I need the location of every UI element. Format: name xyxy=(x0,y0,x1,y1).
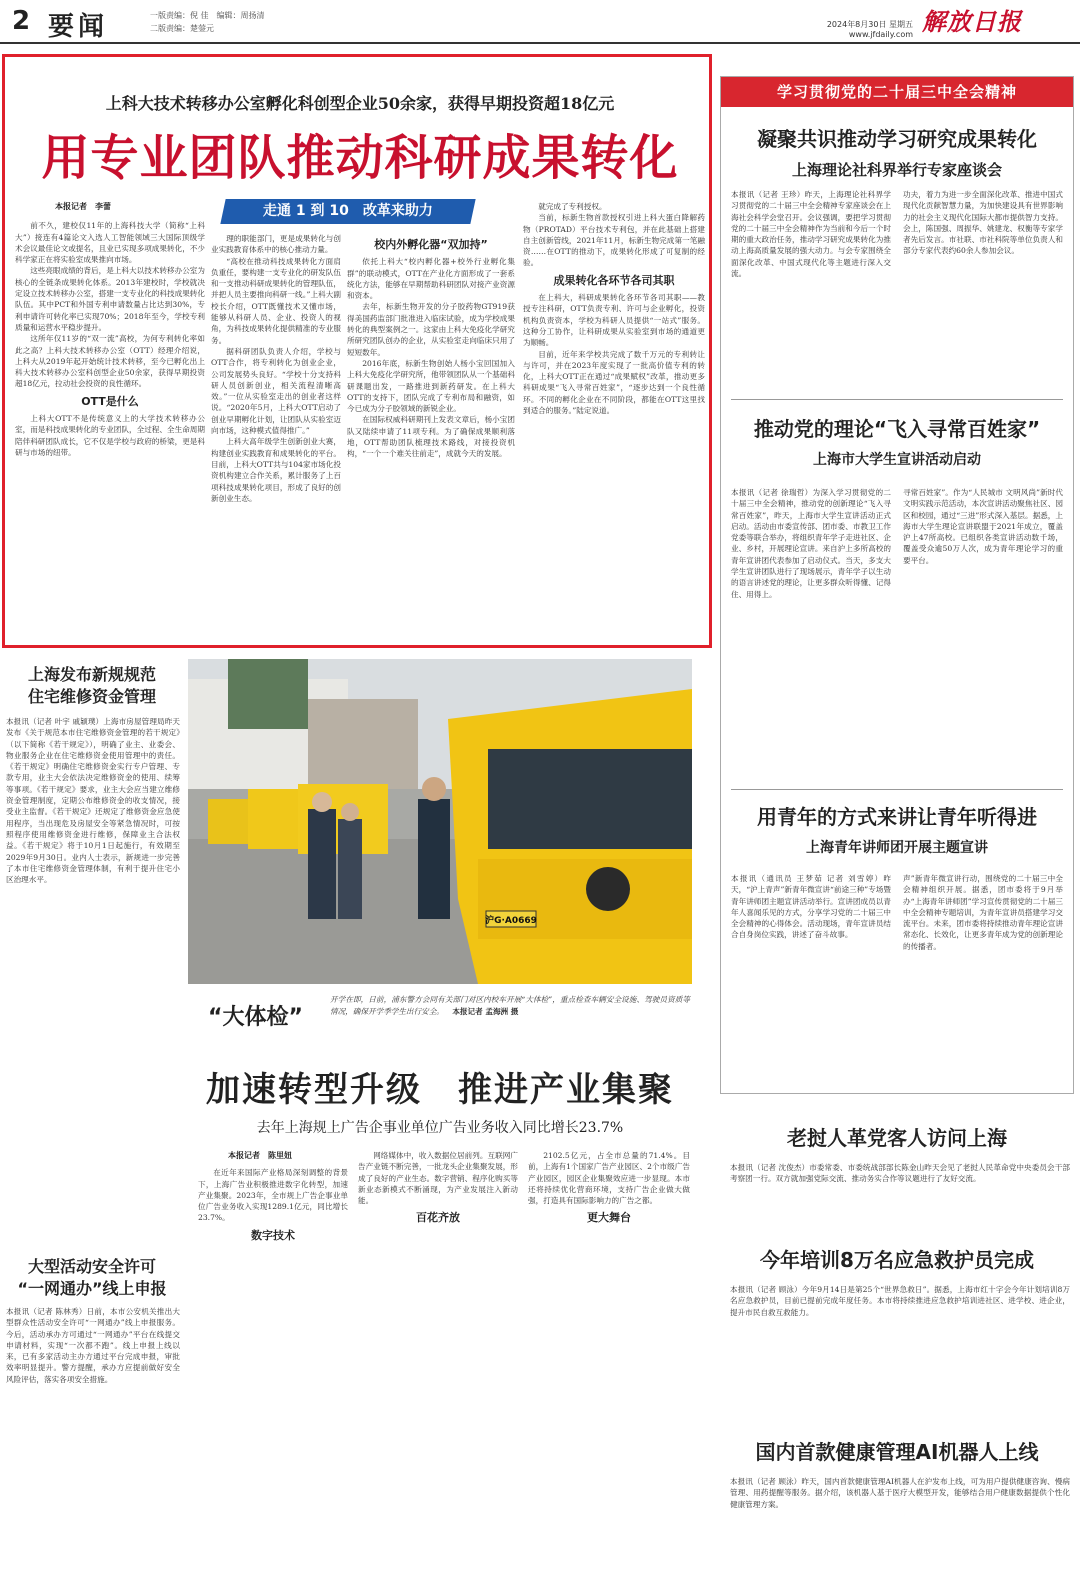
section-heading: 更大舞台 xyxy=(587,1211,631,1225)
section-heading: 百花齐放 xyxy=(416,1211,460,1225)
right-column xyxy=(720,76,1074,1094)
story-headline xyxy=(4,664,180,708)
photo-caption xyxy=(330,994,690,1017)
paragraph: 上科大高年级学生创新创业大赛，构建创业实践教育和成果转化的平台。目前，上科大OTT共与104家市场化投资机构建立合作关系，累计服务了上百项科技成果转化项目，形成了良好的创新创业生态。 xyxy=(211,437,341,503)
theme-banner: 学习贯彻党的二十届三中全会精神 xyxy=(721,77,1073,107)
paragraph: 2016年底，标新生物创始人杨小宝回国加入上科大免疫化学研究所，他带领团队从一个基础科研课题出发，一路推进到新药研发。在上科大OTT的支持下，团队完成了专利布局和融资，如今已成为分子胶领域的新锐企业。 xyxy=(347,358,515,414)
section-heading: 成果转化各环节各司其职 xyxy=(553,273,675,287)
story-headline: 用青年的方式来讲让青年听得进 xyxy=(757,805,1037,829)
paragraph: 前不久，建校仅11年的上海科技大学（简称“上科大”）接连有4篇论文入选人工智能领域三大国际顶级学术会议最佳论文或提名，且业已实现多项成果转化，不少科学家正在将实验室成果推向市场。 xyxy=(15,221,205,265)
story-body: 功夫，着力为进一步全面深化改革、推进中国式现代化贡献智慧力量，为加快建设具有世界影响力的社会主义现代化国际大都市提供智力支持。会上，陈国强、周振华、姚建龙、权衡等专家学者先后发言。市社联、市社科院等单位负责人和部分专家代表约60余人参加会议。 xyxy=(903,190,1063,256)
photo-caption-title: “大体检” xyxy=(208,1005,303,1030)
story-body: 本报讯（记者 徐瑞哲）为深入学习贯彻党的二十届三中全会精神，推动党的创新理论“飞入寻常百姓家”，昨天，上海市大学生宣讲活动正式启动。活动由市委宣传部、团市委、市教卫工作党委等联合举办，将组织青年学子走进社区、企业、乡村，开展理论宣讲。来自沪上多所高校的青年宣讲团代表参加了启动仪式。当天，多支大学生宣讲团队进行了现场展示，青年学子以生动的语言讲述党的理论，让更多群众听得懂、记得住、用得上。 xyxy=(731,488,891,599)
main-kicker: 上科大技术转移办公室孵化科创型企业50余家，获得早期投资超18亿元 xyxy=(105,94,615,113)
news-photo xyxy=(188,659,692,984)
section-heading: OTT是什么 xyxy=(81,394,139,408)
story-body: 声”新青年微宣讲行动，围绕党的二十届三中全会精神组织开展。据悉，团市委将于9月举办“上海青年讲师团”学习宣传贯彻党的二十届三中全会精神专题培训，为青年宣讲员搭建学习交流平台。未来，团市委将持续推动青年理论宣讲常态化、长效化，让更多青年成为党的创新理论的传播者。 xyxy=(903,874,1063,951)
paragraph: 这所年仅11岁的“双一流”高校，为何专利转化率如此之高？上科大技术转移办公室（OTT）经理介绍说，上科大从2019年起开始统计技术转移，至今已孵化出上科大技术转移办公室科创型企业50余家，获得早期投资超18亿元，拉动社会投资的良性循环。 xyxy=(15,334,205,389)
story-headline: 国内首款健康管理AI机器人上线 xyxy=(755,1440,1039,1464)
paragraph: 网络媒体中，收入数据位居前列。互联网广告产业链不断完善，一批龙头企业集聚发展，形成了良好的产业生态。数字营销、程序化购买等新业态新模式不断涌现，为产业发展注入新动能。 xyxy=(358,1151,518,1206)
paragraph: 依托上科大“校内孵化器+校外行业孵化集群”的联动模式，OTT在产业化方面形成了一套系统化方法，能够在早期帮助科研团队对接产业资源和资本。 xyxy=(347,257,515,301)
headline-line: 上海发布新规规范 xyxy=(27,665,156,684)
editor-credit: 二版责编：楚蓥元 xyxy=(150,24,214,33)
paragraph: 在近年来国际产业格局深刻调整的背景下，上海广告业积极推进数字化转型，加速产业集聚。2023年，全市规上广告企事业单位广告业务收入实现1289.1亿元，同比增长23.7%。 xyxy=(198,1168,348,1223)
headline-line: “一网通办”线上申报 xyxy=(17,1279,167,1298)
story-body: 本报讯（记者 陈林秀）日前，本市公安机关推出大型群众性活动安全许可“一网通办”线上申报服务。今后，活动承办方可通过“一网通办”平台在线提交申请材料，实现“一次都不跑”。线上申报上线以来，已有多家活动主办方通过平台完成申报，审批效率明显提升。警方提醒，承办方应提前做好安全风险评估，落实各项安全措施。 xyxy=(6,1307,180,1384)
story-body xyxy=(198,1150,348,1570)
paragraph: 在上科大，科研成果转化各环节各司其职——教授专注科研，OTT负责专利、许可与企业孵化，投资机构负责资本，学校为科研人员提供“一站式”服务。这种分工协作，让科研成果从实验室到市场的通道更为顺畅。 xyxy=(523,293,705,348)
divider xyxy=(731,789,1063,790)
story-body: 本报讯（记者 顾泳）今年9月14日是第25个“世界急救日”。据悉，上海市红十字会今年计划培训8万名应急救护员，目前已提前完成年度任务。本市将持续推进应急救护培训进社区、进学校、进企业，提升市民自救互救能力。 xyxy=(730,1285,1070,1317)
story-body: 本报讯（记者 王珍）昨天，上海理论社科界学习贯彻党的二十届三中全会精神专家座谈会在上海社会科学会堂召开。会议强调，要把学习贯彻党的二十届三中全会精神作为当前和今后一个时期的重大政治任务，推动学习研究成果转化为推动上海高质量发展的强大动力。与会专家围绕全面深化改革、中国式现代化等主题进行深入交流。 xyxy=(731,190,891,279)
paragraph: 这些亮眼成绩的背后，是上科大以技术转移办公室为核心的全链条成果转化体系。2013年建校时，学校就决定设立技术转移办公室，搭建一支专业化的科技成果转化队伍。其中PCT和外国专利申请数量占比达到30%，专利申请许可转化率已实现70%；2018年至今，学校专利质量和运营水平稳步提升。 xyxy=(15,266,205,332)
story-subhead: 上海青年讲师团开展主题宣讲 xyxy=(806,840,988,856)
main-col-4 xyxy=(523,201,705,641)
website-link[interactable]: www.jfdaily.com xyxy=(848,30,913,39)
main-subhead: 走通 1 到 10 改革来助力 xyxy=(263,203,433,219)
dateline xyxy=(813,20,913,40)
main-col-2 xyxy=(211,233,341,641)
story-subhead: 去年上海规上广告企事业单位广告业务收入同比增长23.7% xyxy=(256,1120,624,1136)
editor-credit: 编辑：周扬清 xyxy=(216,11,265,20)
editor-credits xyxy=(150,9,273,35)
editor-credit: 一版责编：倪 佳 xyxy=(150,11,209,20)
newspaper-logo: 解放日报 xyxy=(922,7,1022,36)
story-subhead: 上海市大学生宣讲活动启动 xyxy=(813,452,981,468)
page-number: 2 xyxy=(12,6,31,36)
section-name: 要闻 xyxy=(48,12,109,42)
main-col-1 xyxy=(15,201,205,641)
story-body xyxy=(528,1150,690,1570)
main-byline: 本报记者 李蕾 xyxy=(55,201,111,211)
story-byline: 本报记者 陈里妞 xyxy=(228,1150,292,1160)
bus-license-plate: 沪G·A0669 xyxy=(485,916,537,926)
photo-credit: 本报记者 孟海洲 摄 xyxy=(452,1006,519,1016)
story-body: 本报讯（记者 沈俊杰）市委常委、市委统战部部长陈金山昨天会见了老挝人民革命党中央委员会干部考察团一行。双方就加强党际交流、推动务实合作等议题进行了友好交流。 xyxy=(730,1163,1070,1184)
caption-text: 开学在即，日前，浦东警方会同有关部门对区内校车开展“大体检”，重点检查车辆安全设施、驾驶员资质等情况，确保开学季学生出行安全。 xyxy=(330,995,690,1016)
story-body: 本报讯（记者 叶宇 戚颖璞）上海市房屋管理局昨天发布《关于规范本市住宅维修资金管理的若干规定》（以下简称《若干规定》），明确了业主、业委会、物业服务企业在住宅维修资金使用管理中的责任。《若干规定》明确住宅维修资金实行专户管理、专款专用，业主大会依法决定维修资金的使用、续筹等事项。《若干规定》要求，业主大会应当建立维修资金管理制度，定期公布维修资金的收支情况，接受业主监督。《若干规定》还规定了维修资金应急使用程序，当出现危及房屋安全等紧急情况时，可按照程序使用维修资金进行维修，保障业主合法权益。《若干规定》将于10月1日起施行，有效期至2029年9月30日。业内人士表示，新规进一步完善了本市住宅维修资金管理体制，有利于提升住宅小区治理水平。 xyxy=(6,717,180,885)
headline-line: 住宅维修资金管理 xyxy=(27,687,156,706)
section-heading: 校内外孵化器“双加持” xyxy=(374,238,488,251)
story-subhead: 上海理论社科界举行专家座谈会 xyxy=(791,161,1002,179)
main-col-3 xyxy=(347,233,515,641)
paragraph: 2102.5亿元，占全市总量的71.4%。目前，上海有1个国家广告产业园区、2个市级广告产业园区，园区企业集聚效应进一步显现。本市还将持续优化营商环境，支持广告企业做大做强，打造具有国际影响力的广告之都。 xyxy=(528,1151,690,1206)
story-headline: 推动党的理论“飞入寻常百姓家” xyxy=(753,417,1041,441)
section-heading: 数字技术 xyxy=(251,1228,295,1242)
paragraph: 去年，标新生物开发的分子胶药物GT919获得美国药监部门批准进入临床试验，成为学校成果转化的典型案例之一。这家由上科大免疫化学研究所研究团队创办的企业，从实验室走向临床只用了短短数年。 xyxy=(347,302,515,357)
issue-date: 2024年8月30日 星期五 xyxy=(826,20,913,29)
paragraph: “高校在推动科技成果转化方面肩负重任，要构建一支专业化的研发队伍和一支推动科研成果转化的管理队伍，并把人员主要推向科研一线。”上科大副校长介绍，OTT既懂技术又懂市场，能够从科研人员、企业、投资人的视角，为科技成果转化提供精准的专业服务。 xyxy=(211,256,341,345)
story-headline: 老挝人革党客人访问上海 xyxy=(787,1126,1007,1150)
paragraph: 在国际权威科研期刊上发表文章后，杨小宝团队又陆续申请了11项专利。为了确保成果顺利落地，OTT帮助团队梳理技术路线，对接投资机构，“一个一个难关往前走”，成就今天的发展。 xyxy=(347,415,515,459)
story-body: 本报讯（通讯员 王梦茹 记者 刘雪婷）昨天，“沪上青声”新青年微宣讲“前途三种”专场暨青年讲师团主题宣讲活动举行。宣讲团成员以青年人喜闻乐见的方式，分享学习党的二十届三中全会精神的心得体会。活动现场，青年宣讲员结合自身岗位实践，讲述了奋斗故事。 xyxy=(731,874,891,940)
headline-line: 大型活动安全许可 xyxy=(27,1257,156,1276)
paragraph: 理的职能部门，更是成果转化与创业实践教育体系中的核心推动力量。 xyxy=(211,234,341,255)
main-story xyxy=(2,54,712,648)
story-headline: 凝聚共识推动学习研究成果转化 xyxy=(757,127,1037,151)
school-bus-inspection-image xyxy=(188,659,692,984)
main-headline: 用专业团队推动科研成果转化 xyxy=(41,130,679,186)
story-body: 本报讯（记者 顾泳）昨天，国内首款健康管理AI机器人在沪发布上线，可为用户提供健康咨询、慢病管理、用药提醒等服务。据介绍，该机器人基于医疗大模型开发，能够结合用户健康数据提供个性化健康管理方案。 xyxy=(730,1477,1070,1509)
story-headline xyxy=(4,1256,180,1300)
paragraph: 据科研团队负责人介绍，学校与OTT合作，将专利转化为创业企业，公司发展势头良好。“学校十分支持科研人员创新创业，相关流程清晰高效。”一位从实验室走出的创业者这样说。“2020年5月，上科大OTT启动了创业早期孵化计划，让团队从实验室迈向市场，这种模式值得推广。” xyxy=(211,346,341,436)
paragraph: 上科大OTT不是传统意义上的大学技术转移办公室，而是科技成果转化的专业团队，全过程、全生命周期陪伴科研团队成长，它不仅是学校与政府的桥梁，更是科研与市场的纽带。 xyxy=(15,414,205,457)
main-subhead-banner xyxy=(220,199,475,224)
story-body: 寻常百姓家”。作为“人民城市 文明风尚”新时代文明实践示范活动，本次宣讲活动聚焦社区、园区和校园，通过“三进”形式深入基层。据悉，上海市大学生理论宣讲联盟于2021年成立，覆盖沪上47所高校。已组织各类宣讲活动数千场，覆盖受众逾50万人次，成为青年理论学习的重要平台。 xyxy=(903,488,1063,565)
story-headline: 今年培训8万名应急救护员完成 xyxy=(760,1248,1034,1272)
paragraph: 当前，标新生物首款授权引进上科大蛋白降解药物（PROTAD）平台技术专利包，并在此基础上搭建自主创新管线，2021年11月，标新生物完成第一笔融资……在OTT的推动下，成果转化形成了可复制的经验。 xyxy=(523,213,705,268)
story-body xyxy=(358,1150,518,1570)
paragraph: 就完成了专利授权。 xyxy=(538,202,607,211)
divider xyxy=(731,399,1063,400)
paragraph: 目前，近年来学校共完成了数千万元的专利转让与许可，并在2023年度实现了一批高价值专利的转化，上科大OTT正在通过“成果赋权”改革，推动更多科研成果“飞入寻常百姓家”，“逐步达到一个良性循环。不同的孵化企业在不同阶段，都能在OTT这里找到适合的服务。”陆定说道。 xyxy=(523,349,705,416)
story-headline: 加速转型升级 推进产业集聚 xyxy=(206,1070,674,1110)
masthead xyxy=(0,0,1080,44)
